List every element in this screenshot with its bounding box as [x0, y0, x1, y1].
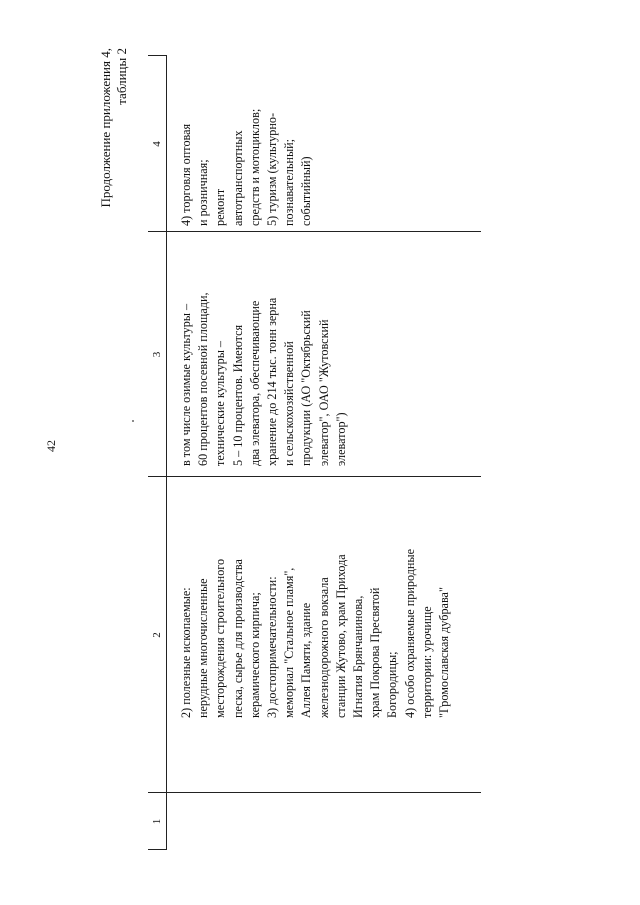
column-divider-2 — [148, 476, 481, 477]
cell-text-line: ремонт — [213, 188, 228, 226]
cell-text-line: средств и мотоциклов; — [247, 108, 262, 226]
column-divider-3 — [148, 231, 481, 232]
cell-text-line: и сельскохозяйственной — [282, 341, 297, 466]
cell-text-line: Игнатия Брянчанинова, — [351, 595, 366, 718]
cell-text-line: керамического кирпича; — [247, 592, 262, 718]
data-table — [148, 55, 481, 850]
cell-text-line: 3) достопримечательности: — [265, 576, 280, 718]
cell-text-line: автотранспортных — [230, 130, 245, 226]
cell-text-line: 60 процентов посевной площади, — [196, 292, 211, 466]
cell-text-line: месторождения строительного — [213, 558, 228, 718]
continuation-note — [98, 48, 130, 258]
column-header-1: 1 — [151, 818, 163, 825]
cell-text-line: в том числе озимые культуры – — [179, 303, 193, 466]
cell-text-line: "Громославская дубрава" — [437, 587, 452, 718]
scan-speck — [132, 420, 134, 422]
cell-text-line: территории: урочище — [419, 606, 434, 718]
cell-text-line: продукции (АО "Октябрьский — [299, 310, 314, 466]
cell-text-line: храм Покрова Пресвятой — [368, 587, 383, 718]
cell-text-line: станции Жутово, храм Прихода — [333, 554, 348, 718]
cell-text-line: и розничная; — [196, 159, 211, 226]
column-header-3: 3 — [151, 351, 163, 358]
page-number: 42 — [44, 440, 58, 452]
cell-text-line: 5) туризм (культурно- — [265, 112, 280, 226]
cell-text-line: 2) полезные ископаемые: — [179, 587, 193, 718]
cell-text-line: элеватор", ОАО "Жутовский — [316, 319, 331, 466]
cell-text-line: 5 – 10 процентов. Имеются — [230, 324, 245, 466]
cell-text-line: Аллея Памяти, здание — [299, 602, 314, 718]
column-header-2: 2 — [151, 632, 163, 638]
table-cell-column-3 — [178, 292, 350, 466]
cell-text-line: элеватор") — [333, 412, 348, 466]
cell-text-line: два элеватора, обеспечивающие — [247, 300, 262, 466]
cell-text-line: познавательный; — [282, 138, 297, 226]
cell-text-line: песка, сырье для производства — [230, 559, 245, 718]
table-cell-column-4 — [178, 109, 316, 226]
header-divider — [166, 55, 167, 850]
cell-text-line: нерудные многочисленные — [196, 578, 211, 718]
cell-text-line: технические культуры – — [213, 340, 228, 466]
column-divider-1 — [148, 792, 481, 793]
cell-text-line: 4) особо охраняемые природные — [402, 548, 417, 718]
cell-text-line: хранение до 214 тыс. тонн зерна — [265, 297, 280, 466]
table-cell-column-2 — [178, 549, 453, 718]
column-header-4: 4 — [151, 141, 163, 147]
cell-text-line: событийный) — [299, 156, 314, 226]
continuation-line-1: Продолжение приложения 4, — [98, 48, 113, 208]
cell-text-line: Богородицы; — [385, 651, 400, 718]
continuation-line-2: таблицы 2 — [114, 48, 129, 105]
cell-text-line: 4) торговля оптовая — [179, 123, 193, 226]
cell-text-line: мемориал "Стальное пламя", — [282, 567, 297, 718]
cell-text-line: железнодорожного вокзала — [316, 577, 331, 718]
